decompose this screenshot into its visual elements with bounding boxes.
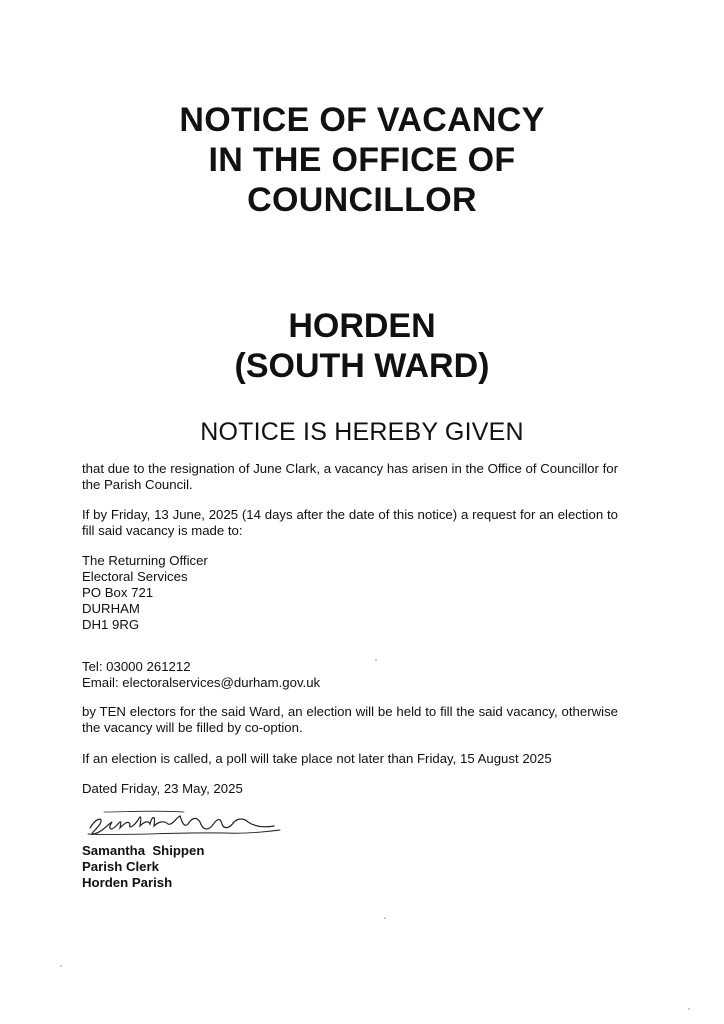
scan-speck [384,917,386,919]
scan-speck [375,659,377,661]
address-line-1: The Returning Officer [82,553,208,568]
signatory-parish: Horden Parish [82,875,173,890]
dated-line: Dated Friday, 23 May, 2025 [82,781,243,796]
signatory-role: Parish Clerk [82,859,159,874]
telephone: Tel: 03000 261212 [82,659,191,674]
poll-paragraph: If an election is called, a poll will take place not later than Friday, 15 August 2025 [82,751,552,766]
address-line-5: DH1 9RG [82,617,140,632]
ward-line-1: HORDEN [288,307,436,345]
title-line-2: IN THE OFFICE OF [208,141,516,179]
electors-paragraph: by TEN electors for the said Ward, an election will be held to fill the said vacancy, otherwise the vacancy will be filled by co-option. [82,704,618,735]
scan-speck [60,965,62,967]
signatory-block [82,843,204,891]
address-line-2: Electoral Services [82,569,188,584]
scan-speck [688,1008,690,1010]
email: Email: electoralservices@durham.gov.uk [82,675,321,690]
ward-heading [0,306,724,386]
title-line-1: NOTICE OF VACANCY [179,101,545,139]
notice-given-heading: NOTICE IS HEREBY GIVEN [200,418,524,446]
notice-title [0,100,724,220]
signatory-name: Samantha Shippen [82,843,205,858]
title-line-3: COUNCILLOR [247,181,477,219]
ward-line-2: (SOUTH WARD) [234,347,490,385]
election-request-paragraph: If by Friday, 13 June, 2025 (14 days after the date of this notice) a request for an election to fill said vacancy is made to: [82,507,618,538]
resignation-paragraph: that due to the resignation of June Clark, a vacancy has arisen in the Office of Councillor for the Parish Council. [82,461,618,492]
address-line-3: PO Box 721 [82,585,154,600]
handwritten-signature [84,806,284,842]
address-line-4: DURHAM [82,601,140,616]
returning-officer-address [82,553,618,633]
contact-details [82,659,618,691]
